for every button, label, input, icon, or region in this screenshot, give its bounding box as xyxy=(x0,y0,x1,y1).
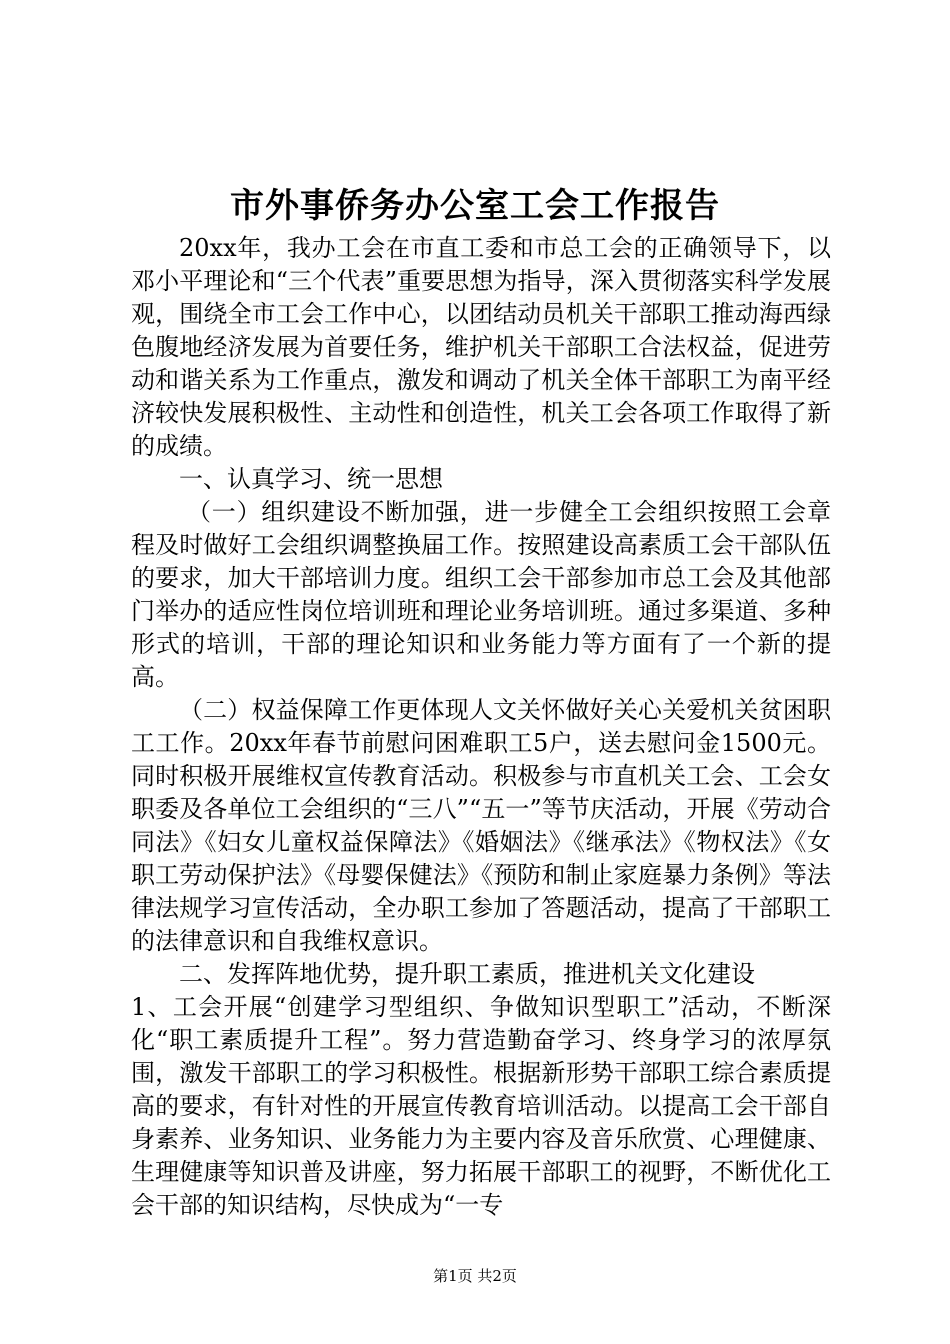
document-title: 市外事侨务办公室工会工作报告 xyxy=(230,186,720,226)
section-heading-2: 二、发挥阵地优势，提升职工素质，推进机关文化建设 xyxy=(179,960,755,988)
paragraph-intro: 20xx年，我办工会在市直工委和市总工会的正确领导下，以邓小平理论和“三个代表”重要思想为指导，深入贯彻落实科学发展观，围绕全市工会工作中心，以团结动员机关干部职工推动海西绿色腹地经济发展为首要任务，维护机关干部职工合法权益，促进劳动和谐关系为工作重点，激发和调动了机关全体干部职工为南平经济较快发展积极性、主动性和创造性，机关工会各项工作取得了新的成绩。 xyxy=(131,234,831,460)
paragraph-rights: （二）权益保障工作更体现人文关怀做好关心关爱机关贫困职工工作。20xx年春节前慰问困难职工5户，送去慰问金1500元。同时积极开展维权宣传教育活动。积极参与市直机关工会、工会女职委及各单位工会组织的“三八”“五一”等节庆活动，开展《劳动合同法》《妇女儿童权益保障法》《婚姻法》《继承法》《物权法》《女职工劳动保护法》《母婴保健法》《预防和制止家庭暴力条例》等法律法规学习宣传活动，全办职工参加了答题活动，提高了干部职工的法律意识和自我维权意识。 xyxy=(131,696,831,955)
page-footer: 第1页 共2页 xyxy=(433,1267,517,1285)
paragraph-learning: 1、工会开展“创建学习型组织、争做知识型职工”活动，不断深化“职工素质提升工程”。努力营造勤奋学习、终身学习的浓厚氛围，激发干部职工的学习积极性。根据新形势干部职工综合素质提高的要求，有针对性的开展宣传教育培训活动。以提高工会干部自身素养、业务知识、业务能力为主要内容及音乐欣赏、心理健康、生理健康等知识普及讲座，努力拓展干部职工的视野，不断优化工会干部的知识结构，尽快成为“一专 xyxy=(131,993,831,1219)
document-body xyxy=(131,232,831,1222)
paragraph-organization: （一）组织建设不断加强，进一步健全工会组织按照工会章程及时做好工会组织调整换届工作。按照建设高素质工会干部队伍的要求，加大干部培训力度。组织工会干部参加市总工会及其他部门举办的适应性岗位培训班和理论业务培训班。通过多渠道、多种形式的培训，干部的理论知识和业务能力等方面有了一个新的提高。 xyxy=(131,498,831,691)
section-heading-1: 一、认真学习、统一思想 xyxy=(179,465,443,493)
